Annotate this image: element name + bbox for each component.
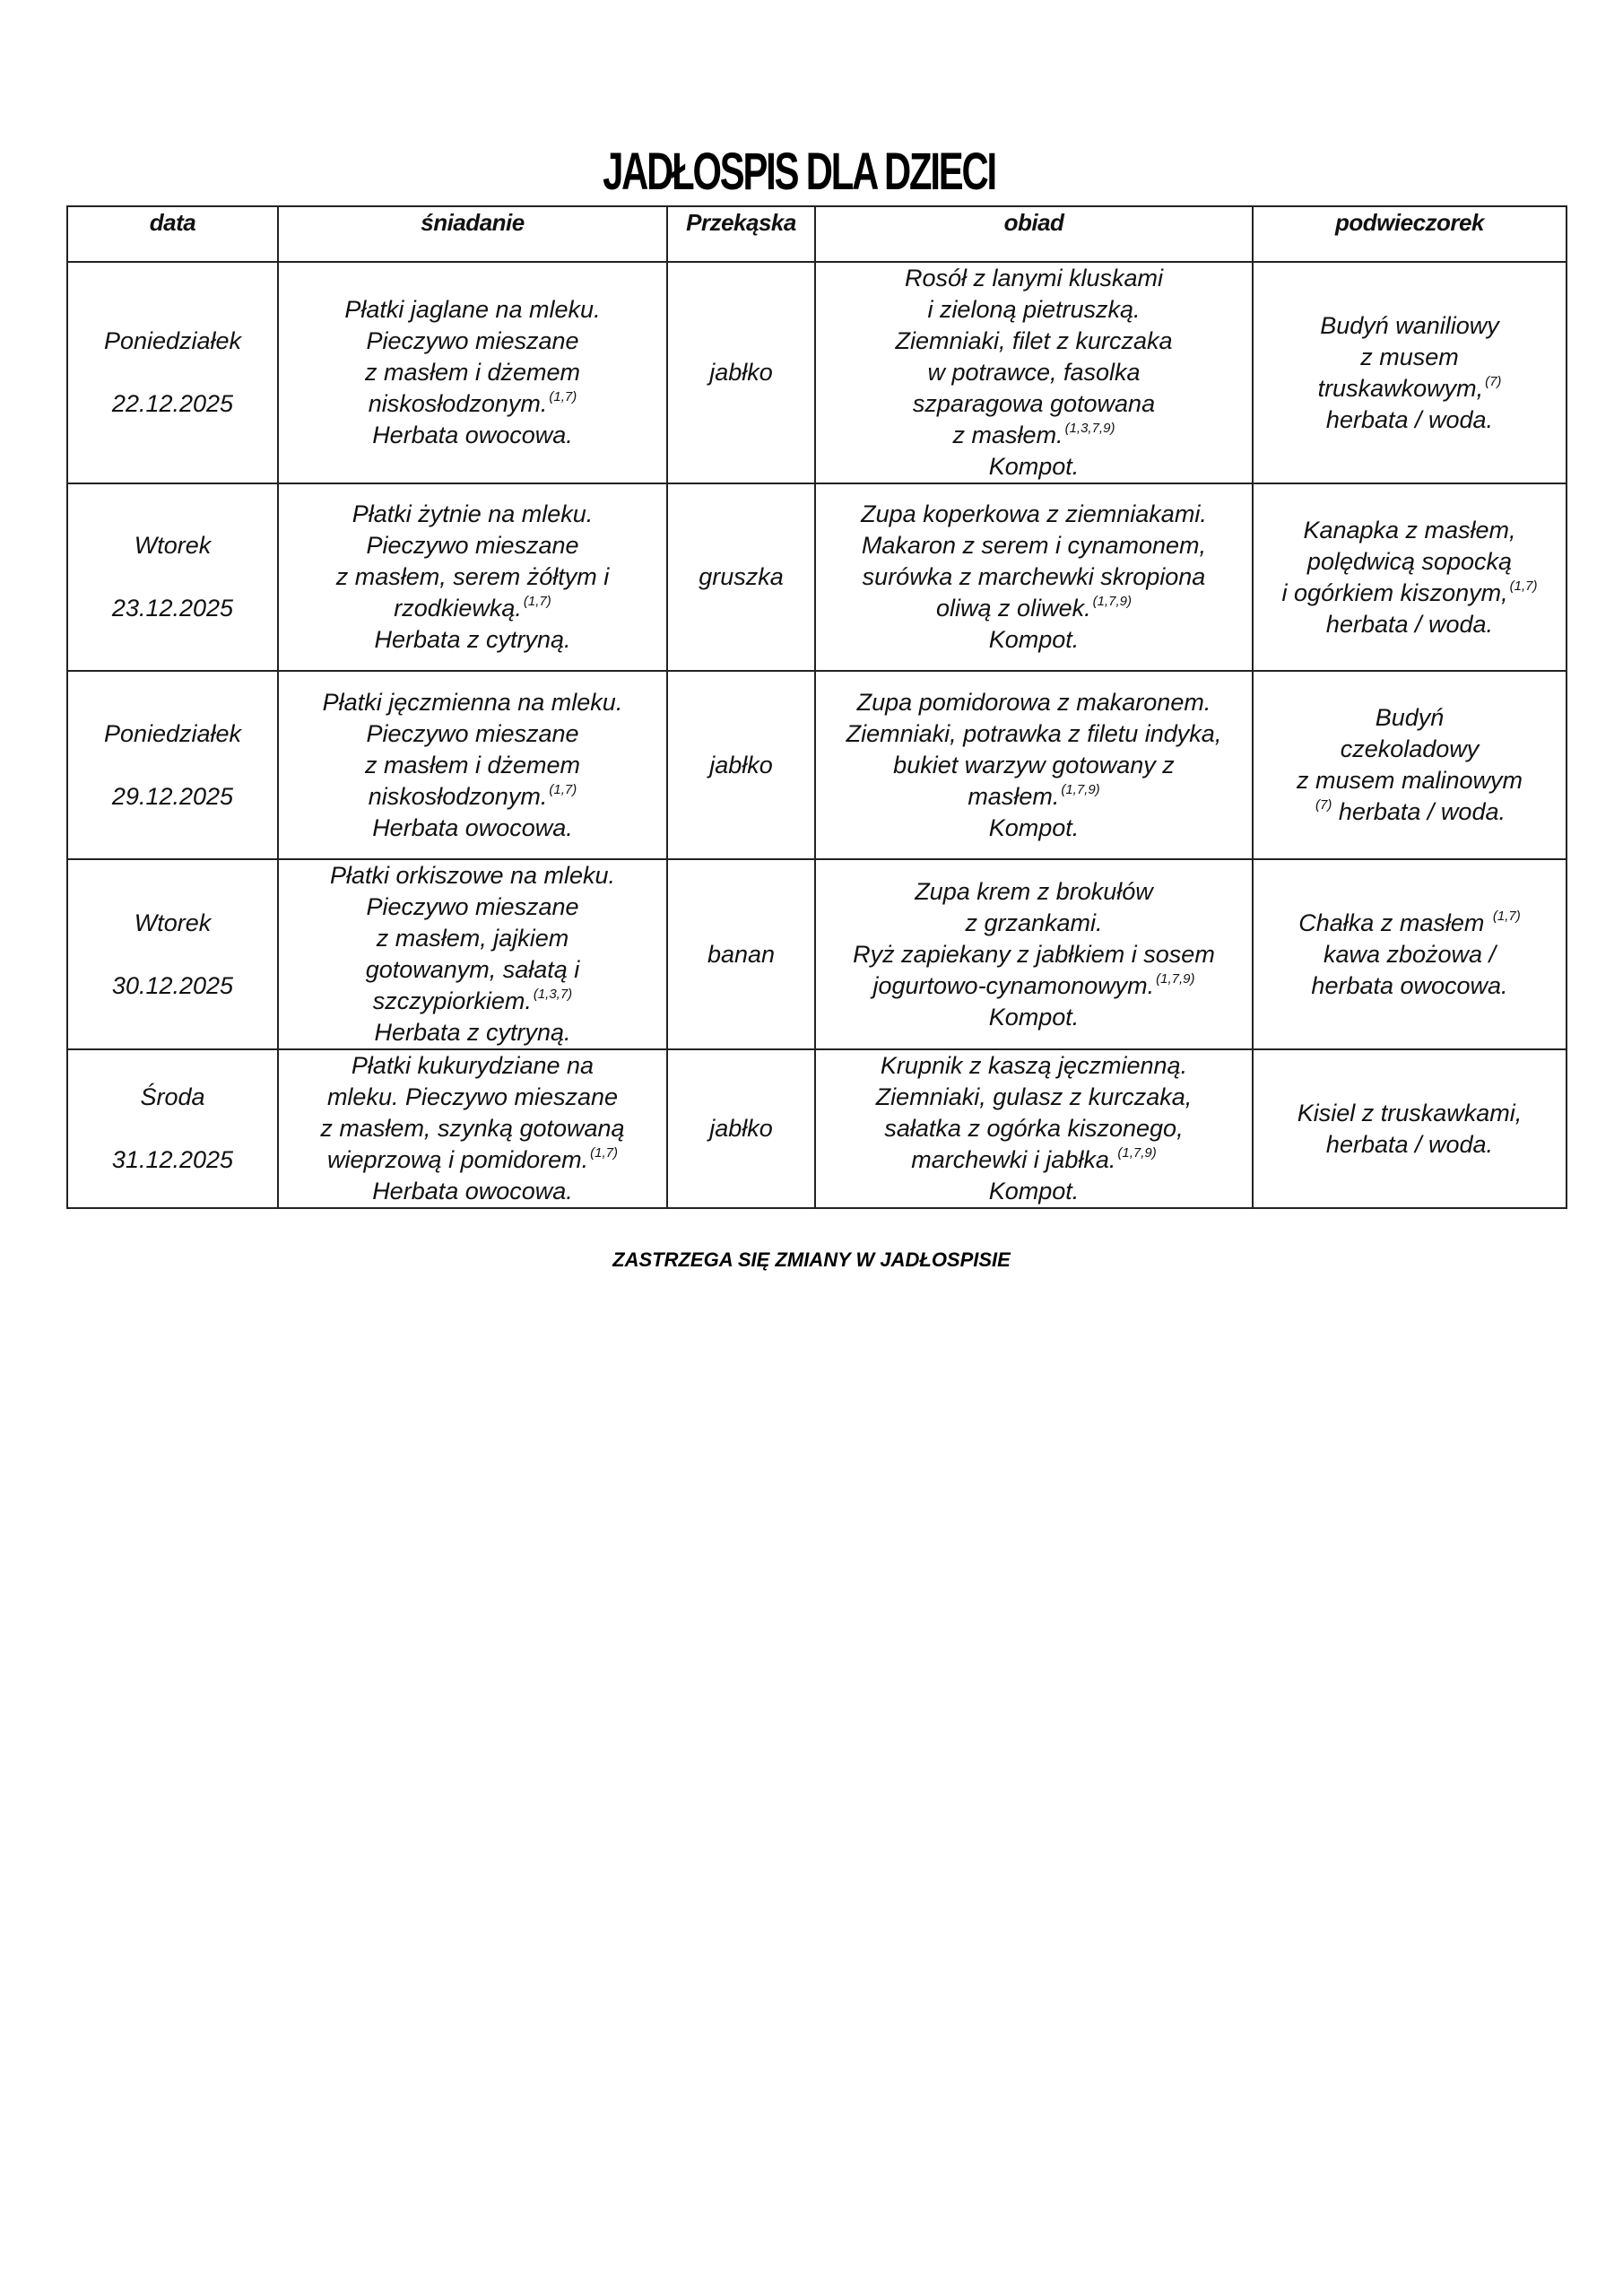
text-line <box>282 813 663 844</box>
text-line <box>820 1113 1248 1144</box>
text-line <box>282 294 663 326</box>
text-line <box>820 451 1248 483</box>
spacer <box>72 939 273 970</box>
text-line <box>820 357 1248 388</box>
text-line <box>1257 515 1562 546</box>
text-line <box>820 970 1248 1002</box>
lunch-cell <box>815 1049 1253 1208</box>
day-name: Środa <box>140 1083 205 1110</box>
line-text: czekoladowy <box>1340 735 1480 762</box>
afternoon-snack-cell <box>1253 671 1567 859</box>
allergen-note: (1,3,7) <box>533 987 573 1002</box>
text-line <box>820 1144 1248 1176</box>
line-text: Zupa krem z brokułów <box>915 877 1153 905</box>
date-cell <box>67 483 278 671</box>
spacer <box>72 561 273 593</box>
text-line <box>820 1002 1248 1033</box>
date-cell <box>67 671 278 859</box>
line-text: wieprzową i pomidorem. <box>327 1146 589 1173</box>
line-text: Ryż zapiekany z jabłkiem i sosem <box>853 940 1215 968</box>
line-text: Płatki jaglane na mleku. <box>344 296 601 323</box>
text-line <box>282 1113 663 1144</box>
text-line <box>282 718 663 750</box>
text-line <box>282 1176 663 1207</box>
text-line <box>1257 546 1562 578</box>
line-text: herbata / woda. <box>1325 405 1494 433</box>
date-cell <box>67 1049 278 1208</box>
line-text: z masłem. <box>952 422 1063 448</box>
text-line <box>820 530 1248 561</box>
line-text: Kompot. <box>988 813 1080 841</box>
line-text: Pieczywo mieszane <box>366 532 579 559</box>
text-line <box>1257 342 1562 373</box>
text-line <box>282 954 663 986</box>
date-cell <box>67 859 278 1049</box>
line-text: Kompot. <box>988 453 1080 480</box>
text-line <box>820 718 1248 750</box>
snack-cell <box>667 262 815 483</box>
line-text: herbata owocowa. <box>1311 971 1508 999</box>
line-text: Płatki kukurydziane na <box>351 1052 595 1079</box>
breakfast-cell <box>278 262 667 483</box>
column-header-afternoon-snack: podwieczorek <box>1253 206 1567 262</box>
date-value: 31.12.2025 <box>111 1146 234 1173</box>
afternoon-snack-cell <box>1253 262 1567 483</box>
line-text: Budyń waniliowy <box>1320 311 1499 339</box>
line-text: Herbata z cytryną. <box>374 1019 571 1046</box>
text-line <box>282 860 663 891</box>
table-row <box>67 671 1567 859</box>
line-text: jogurtowo-cynamonowym. <box>872 971 1155 999</box>
line-text: Chałka z masłem <box>1298 909 1491 936</box>
snack-cell <box>667 671 815 859</box>
text-line <box>820 388 1248 420</box>
line-text: rzodkiewką. <box>394 595 522 622</box>
table-row <box>67 483 1567 671</box>
text-line <box>282 420 663 451</box>
line-text: Ziemniaki, filet z kurczaka <box>895 327 1173 354</box>
spacer <box>72 1113 273 1144</box>
text-line <box>820 750 1248 781</box>
snack-text: jabłko <box>709 1115 773 1142</box>
line-text: Ziemniaki, gulasz z kurczaka, <box>875 1083 1193 1110</box>
text-line <box>1257 404 1562 436</box>
snack-cell <box>667 1049 815 1208</box>
text-line <box>282 750 663 781</box>
breakfast-cell <box>278 859 667 1049</box>
text-line <box>282 593 663 624</box>
text-line <box>1257 702 1562 734</box>
text-line <box>820 263 1248 294</box>
line-text: bukiet warzyw gotowany z <box>893 751 1175 778</box>
text-line <box>820 813 1248 844</box>
text-line <box>282 891 663 923</box>
line-text: Rosół z lanymi kluskami <box>904 265 1164 291</box>
text-line <box>1257 578 1562 609</box>
breakfast-cell <box>278 671 667 859</box>
lunch-cell <box>815 483 1253 671</box>
line-text: z masłem i dżemem <box>364 359 581 386</box>
line-text: marchewki i jabłka. <box>911 1146 1116 1173</box>
day-name: Wtorek <box>134 532 212 559</box>
text-line <box>1257 1098 1562 1129</box>
text-line <box>820 624 1248 656</box>
text-line <box>820 876 1248 908</box>
line-text: truskawkowym, <box>1317 374 1484 402</box>
line-text: surówka z marchewki skropiona <box>862 563 1206 590</box>
line-text: Płatki orkiszowe na mleku. <box>329 862 616 889</box>
line-text: z masłem, szynką gotowaną <box>320 1115 625 1142</box>
line-text: szparagowa gotowana <box>912 390 1156 417</box>
line-text: oliwą z oliwek. <box>936 595 1091 622</box>
line-text: niskosłodzonym. <box>368 782 548 810</box>
text-line <box>282 1082 663 1113</box>
line-text: Płatki żytnie na mleku. <box>352 500 594 527</box>
afternoon-snack-cell <box>1253 859 1567 1049</box>
allergen-note: (7) <box>1315 797 1332 813</box>
line-text: Makaron z serem i cynamonem, <box>861 532 1207 559</box>
line-text: Płatki jęczmienna na mleku. <box>322 688 623 716</box>
lunch-cell <box>815 671 1253 859</box>
table-row <box>67 859 1567 1049</box>
afternoon-snack-cell <box>1253 1049 1567 1208</box>
afternoon-snack-cell <box>1253 483 1567 671</box>
line-text: niskosłodzonym. <box>368 390 548 417</box>
text-line <box>282 561 663 593</box>
date-value: 30.12.2025 <box>111 971 234 999</box>
allergen-note: (1,7) <box>549 781 577 797</box>
text-line <box>1257 609 1562 640</box>
day-name: Poniedziałek <box>103 719 242 747</box>
column-header-snack: Przekąska <box>667 206 815 262</box>
text-line <box>820 420 1248 451</box>
line-text: sałatka z ogórka kiszonego, <box>884 1115 1184 1142</box>
text-line <box>1257 970 1562 1002</box>
line-text: herbata / woda. <box>1325 610 1494 638</box>
text-line <box>282 687 663 718</box>
text-line <box>282 1017 663 1048</box>
line-text: Pieczywo mieszane <box>366 719 579 747</box>
snack-cell <box>667 483 815 671</box>
line-text: mleku. Pieczywo mieszane <box>326 1083 619 1110</box>
day-name: Wtorek <box>134 909 212 936</box>
line-text: z masłem i dżemem <box>364 751 581 778</box>
line-text: Budyń <box>1375 704 1445 731</box>
allergen-note: (7) <box>1485 373 1502 389</box>
spacer <box>72 357 273 388</box>
text-line <box>282 388 663 420</box>
line-text: herbata / woda. <box>1325 1130 1494 1158</box>
allergen-note: (1,7) <box>590 1145 618 1161</box>
line-text: i zieloną pietruszką. <box>927 296 1141 323</box>
snack-text: gruszka <box>699 563 784 590</box>
line-text: Pieczywo mieszane <box>366 327 579 354</box>
text-line <box>1257 765 1562 796</box>
footer-note: ZASTRZEGA SIĘ ZMIANY W JADŁOSPISIE <box>612 1248 1011 1271</box>
text-line <box>282 986 663 1017</box>
snack-text: jabłko <box>709 359 773 386</box>
line-text: Krupnik z kaszą jęczmienną. <box>880 1052 1188 1079</box>
text-line <box>282 530 663 561</box>
text-line <box>820 561 1248 593</box>
allergen-note: (1,7,9) <box>1117 1145 1157 1161</box>
date-value: 29.12.2025 <box>111 782 234 810</box>
snack-text: jabłko <box>709 751 773 778</box>
date-value: 22.12.2025 <box>111 390 234 417</box>
text-line <box>1257 734 1562 765</box>
text-line <box>820 1176 1248 1207</box>
text-line <box>282 624 663 656</box>
line-text: z masłem, serem żółtym i <box>335 563 610 590</box>
line-text: z musem <box>1360 343 1459 370</box>
day-name: Poniedziałek <box>103 327 242 354</box>
text-line <box>820 687 1248 718</box>
snack-text: banan <box>707 940 776 968</box>
line-text: Herbata z cytryną. <box>374 626 571 653</box>
spacer <box>72 750 273 781</box>
text-line <box>820 294 1248 326</box>
text-line <box>1257 939 1562 970</box>
text-line <box>282 781 663 813</box>
text-line <box>820 499 1248 530</box>
line-text: Ziemniaki, potrawka z filetu indyka, <box>846 719 1222 747</box>
text-line <box>1257 1129 1562 1161</box>
line-text: szczypiorkiem. <box>372 987 532 1014</box>
line-text: Pieczywo mieszane <box>366 893 579 920</box>
line-text: Zupa koperkowa z ziemniakami. <box>861 500 1207 527</box>
text-line <box>820 593 1248 624</box>
allergen-note: (1,7) <box>523 594 551 609</box>
allergen-note: (1,7,9) <box>1061 781 1100 797</box>
menu-body <box>67 262 1567 1208</box>
breakfast-cell <box>278 483 667 671</box>
text-line <box>820 781 1248 813</box>
line-text: Herbata owocowa. <box>372 422 573 448</box>
page-title: JADŁOSPIS DLA DZIECI <box>603 143 995 201</box>
line-text: polędwicą sopocką <box>1306 547 1513 575</box>
text-line <box>282 357 663 388</box>
text-line <box>820 939 1248 970</box>
line-text: masłem. <box>968 782 1060 810</box>
line-text: z grzankami. <box>965 909 1103 936</box>
line-text: kawa zbożowa / <box>1323 940 1497 968</box>
breakfast-cell <box>278 1049 667 1208</box>
line-text: Herbata owocowa. <box>372 813 573 841</box>
text-line <box>282 1050 663 1082</box>
line-text: Kompot. <box>988 626 1080 653</box>
date-value: 23.12.2025 <box>111 595 234 622</box>
table-row <box>67 262 1567 483</box>
menu-table <box>66 205 1567 1209</box>
column-header-breakfast: śniadanie <box>278 206 667 262</box>
column-header-date: data <box>67 206 278 262</box>
date-cell <box>67 262 278 483</box>
snack-cell <box>667 859 815 1049</box>
allergen-note: (1,7) <box>549 389 577 404</box>
column-header-lunch: obiad <box>815 206 1253 262</box>
line-text: w potrawce, fasolka <box>927 359 1141 386</box>
line-text: i ogórkiem kiszonym, <box>1281 578 1508 606</box>
allergen-note: (1,7,9) <box>1092 594 1132 609</box>
line-text: Kisiel z truskawkami, <box>1297 1099 1523 1126</box>
line-text: Kanapka z masłem, <box>1303 516 1516 544</box>
allergen-note: (1,3,7,9) <box>1064 421 1115 436</box>
table-row <box>67 1049 1567 1208</box>
allergen-note: (1,7,9) <box>1156 970 1195 987</box>
line-text: z masłem, jajkiem <box>376 925 569 952</box>
text-line <box>820 908 1248 939</box>
allergen-note: (1,7) <box>1509 578 1538 594</box>
lunch-cell <box>815 262 1253 483</box>
line-text: Zupa pomidorowa z makaronem. <box>856 688 1211 716</box>
text-line <box>1257 310 1562 342</box>
line-text: gotowanym, sałatą i <box>365 956 580 983</box>
line-text: z musem malinowym <box>1296 767 1523 794</box>
text-line <box>1257 908 1562 939</box>
text-line <box>1257 796 1562 828</box>
text-line <box>820 1082 1248 1113</box>
allergen-note: (1,7) <box>1492 908 1521 924</box>
line-text: Kompot. <box>988 1178 1080 1205</box>
text-line <box>282 499 663 530</box>
text-line <box>1257 373 1562 404</box>
text-line <box>282 923 663 954</box>
text-line <box>820 326 1248 357</box>
text-line <box>282 1144 663 1176</box>
text-line <box>282 326 663 357</box>
line-text: Kompot. <box>988 1003 1080 1031</box>
line-text: herbata / woda. <box>1332 798 1506 825</box>
text-line <box>820 1050 1248 1082</box>
line-text: Herbata owocowa. <box>372 1178 573 1205</box>
table-header-row <box>67 206 1567 262</box>
lunch-cell <box>815 859 1253 1049</box>
